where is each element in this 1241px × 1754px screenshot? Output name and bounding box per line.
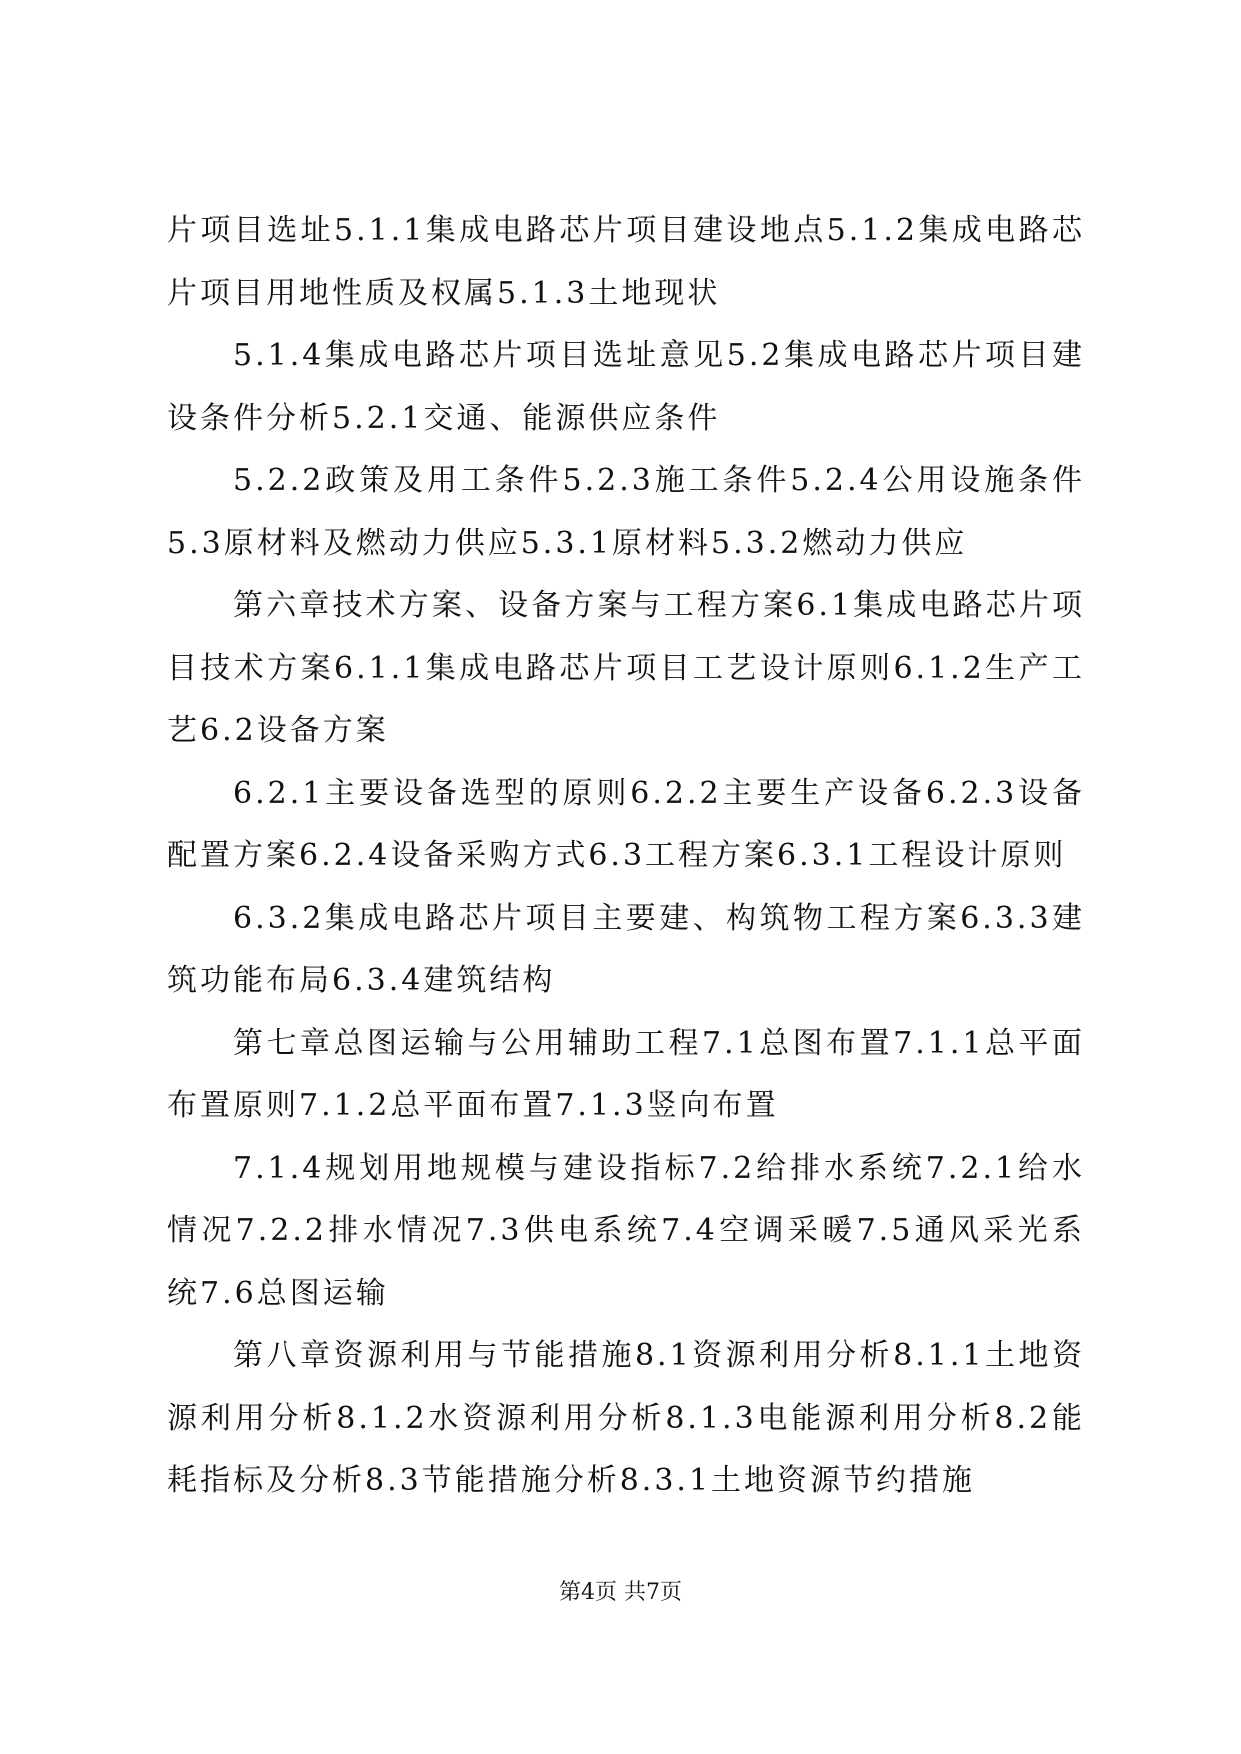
paragraph-6: 6.3.2集成电路芯片项目主要建、构筑物工程方案6.3.3建筑功能布局6.3.4建筑结构 <box>167 900 1085 998</box>
paragraph-8: 7.1.4规划用地规模与建设指标7.2给排水系统7.2.1给水情况7.2.2排水情况7.3供电系统7.4空调采暖7.5通风采光系统7.6总图运输 <box>167 1150 1085 1311</box>
document-body <box>167 200 1085 1513</box>
paragraph-4: 第六章技术方案、设备方案与工程方案6.1集成电路芯片项目技术方案6.1.1集成电路芯片项目工艺设计原则6.1.2生产工艺6.2设备方案 <box>167 588 1085 748</box>
paragraph-7: 第七章总图运输与公用辅助工程7.1总图布置7.1.1总平面布置原则7.1.2总平面布置7.1.3竖向布置 <box>167 1025 1085 1123</box>
paragraph-2: 5.1.4集成电路芯片项目选址意见5.2集成电路芯片项目建设条件分析5.2.1交通、能源供应条件 <box>167 338 1085 436</box>
paragraph-1: 片项目选址5.1.1集成电路芯片项目建设地点5.1.2集成电路芯片项目用地性质及权属5.1.3土地现状 <box>167 213 1085 311</box>
page-footer: 第4页 共7页 <box>559 1580 682 1605</box>
paragraph-5: 6.2.1主要设备选型的原则6.2.2主要生产设备6.2.3设备配置方案6.2.4设备采购方式6.3工程方案6.3.1工程设计原则 <box>167 775 1085 873</box>
paragraph-3: 5.2.2政策及用工条件5.2.3施工条件5.2.4公用设施条件5.3原材料及燃动力供应5.3.1原材料5.3.2燃动力供应 <box>167 463 1085 561</box>
paragraph-9: 第八章资源利用与节能措施8.1资源利用分析8.1.1土地资源利用分析8.1.2水资源利用分析8.1.3电能源利用分析8.2能耗指标及分析8.3节能措施分析8.3.1土地资源节约措施 <box>167 1338 1085 1498</box>
